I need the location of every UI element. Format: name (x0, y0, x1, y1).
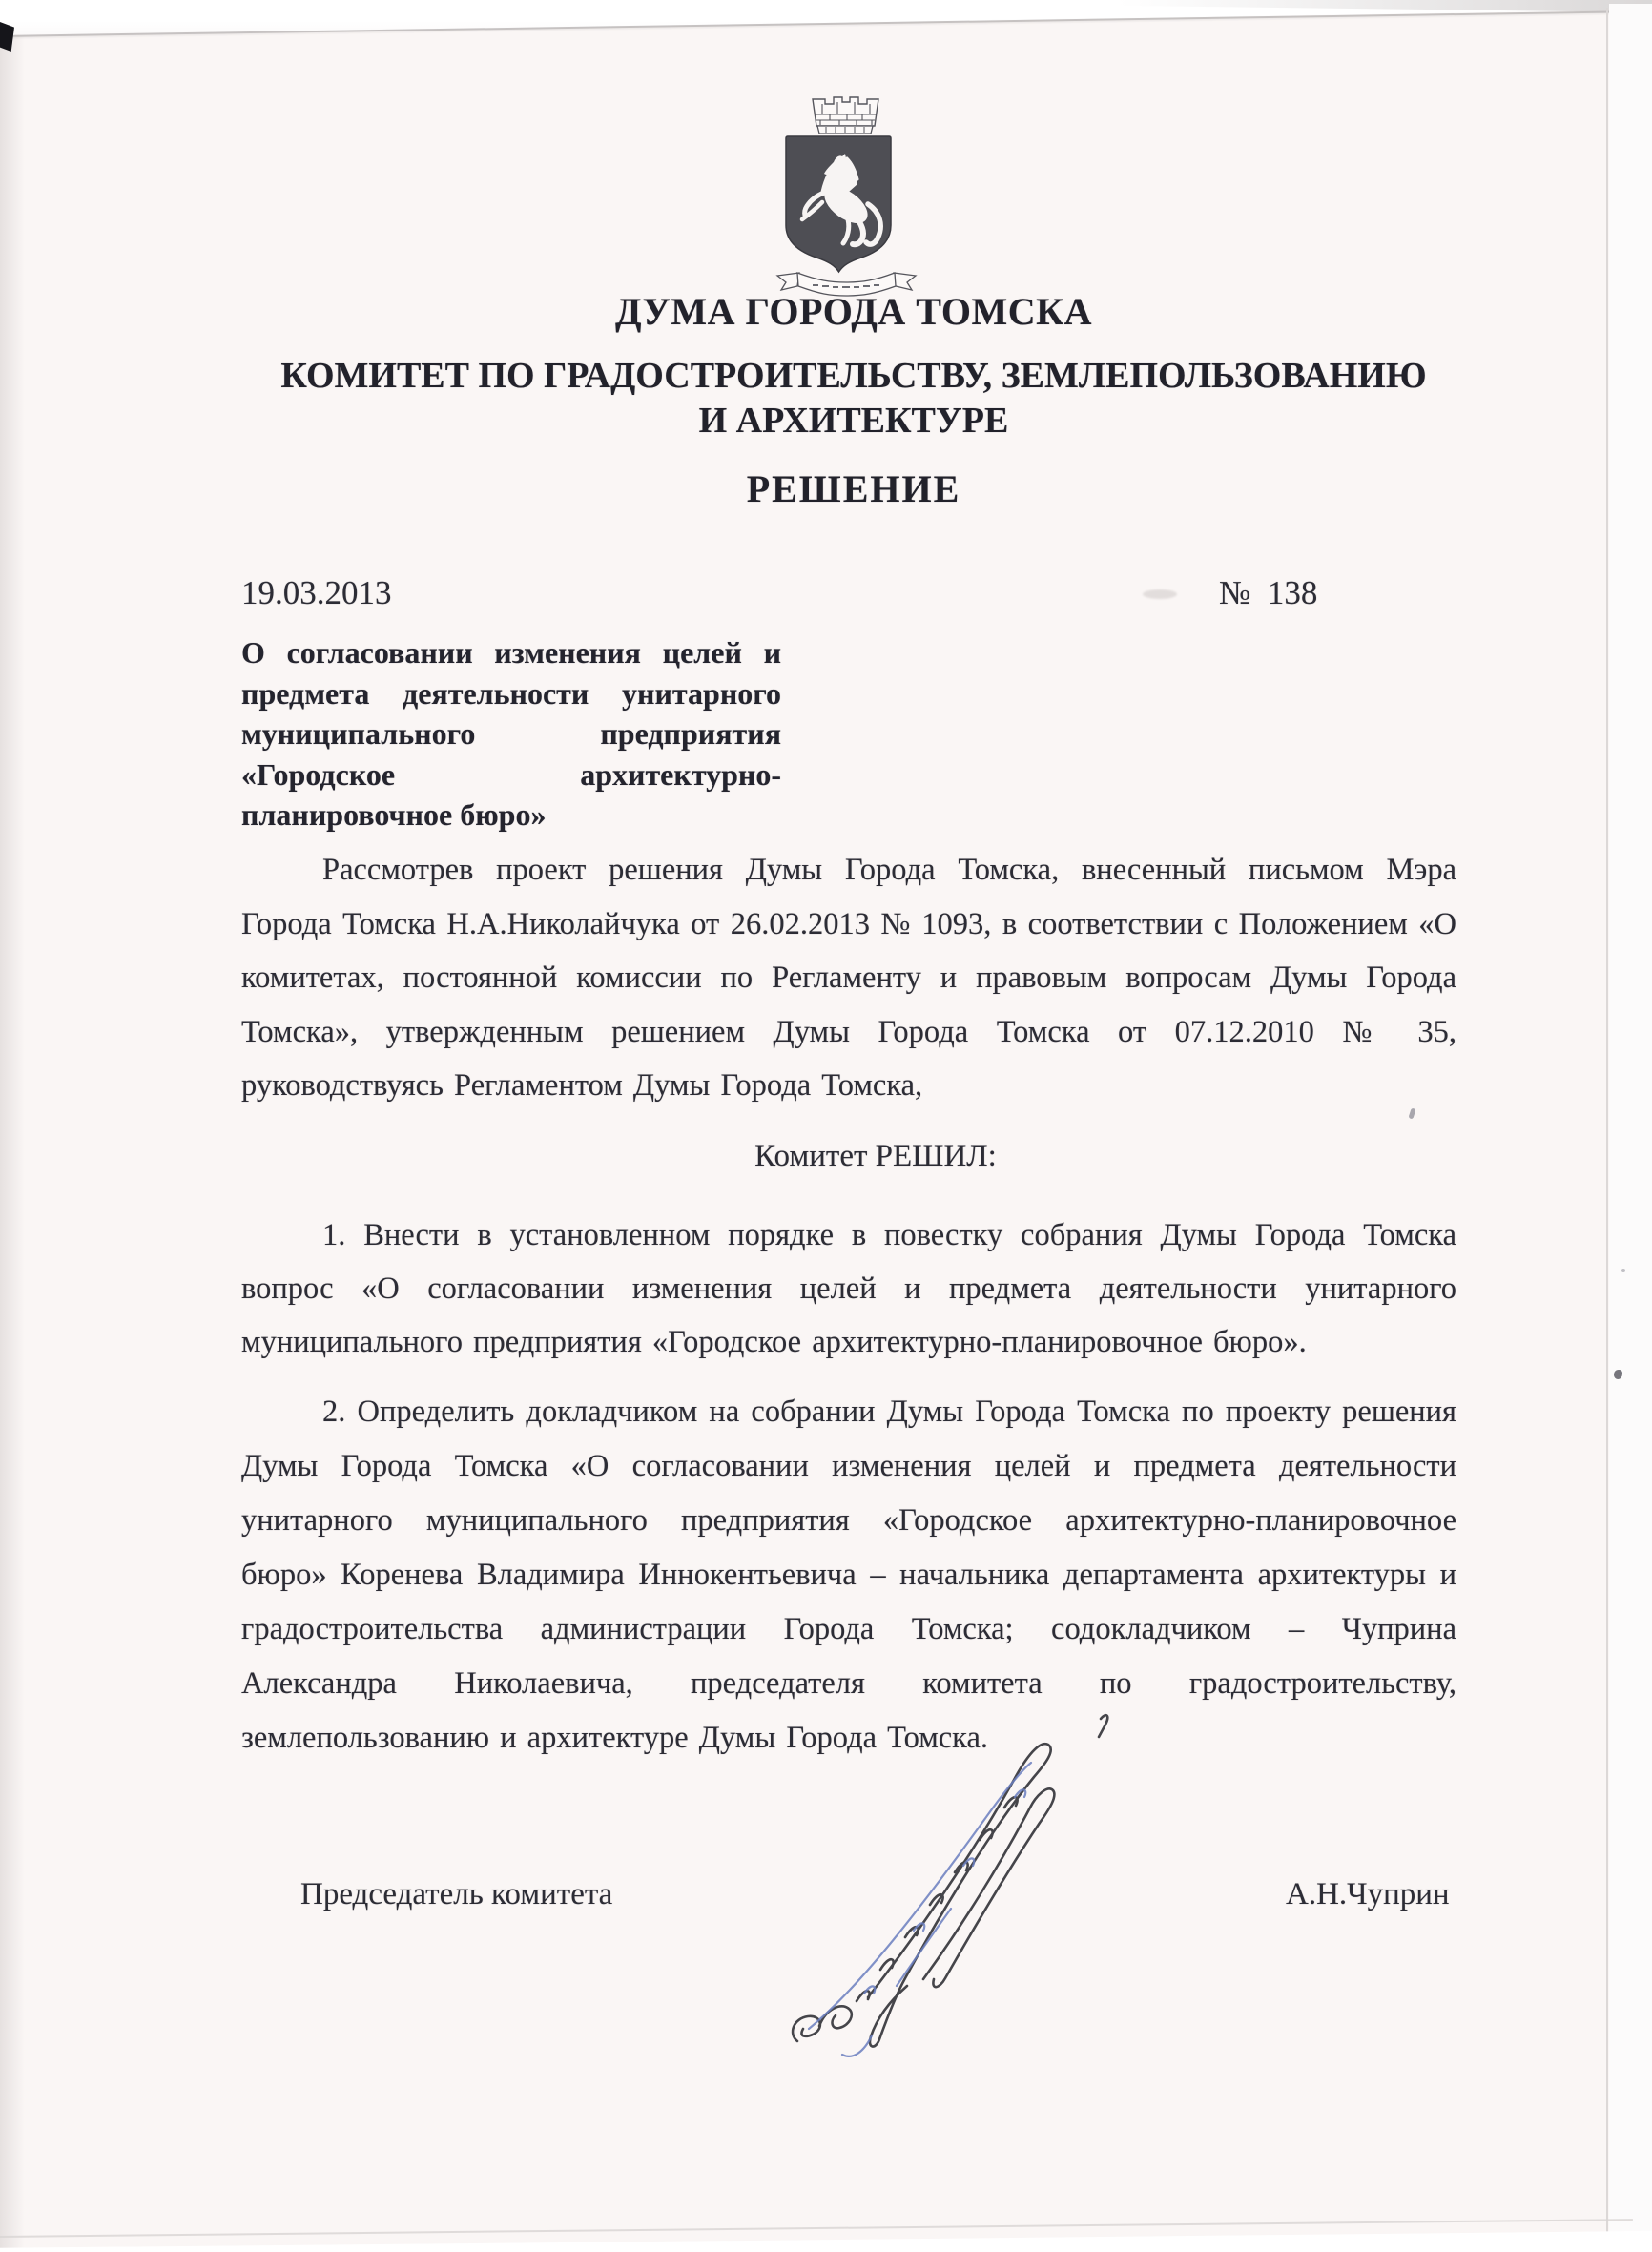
document-type: РЕШЕНИЕ (746, 467, 961, 510)
mural-crown-icon (813, 97, 878, 134)
signature-dark-stroke (793, 1715, 1107, 2046)
subject-line: предмета деятельности унитарного (241, 675, 781, 711)
subject-line: О согласовании изменения целей и (241, 635, 781, 670)
signer-title: Председатель комитета (300, 1877, 613, 1911)
handwritten-signature (780, 1663, 1124, 2074)
organization-name: ДУМА ГОРОДА ТОМСКА (614, 290, 1093, 333)
scan-right-edge-line (1606, 8, 1608, 2235)
scan-right-margin (1609, 4, 1652, 2252)
subject-line: муниципального предприятия (241, 716, 781, 751)
signer-name: А.Н.Чуприн (1286, 1877, 1450, 1911)
resolution-item-2: 2. Определить докладчиком на собрании Думы Города Томска по проекту решения Думы Города Томска «О согласовании изменения целей и предмета деятельности унитарного муниципального предприятия «Городское архитектурно-планировочное бюро» Коренева Владимира Иннокентьевича – начальника департамента архитектуры и градостроительства администрации Города Томска; содокладчиком – Чуприна Александра Николаевича, председателя комитета по градостроительству, землепользованию и архитектуре Думы Города Томска. (241, 1395, 1456, 1755)
subject-line: «Городское архитектурно- (241, 756, 781, 792)
scan-speck (1621, 1269, 1625, 1272)
document-number: № 138 (1219, 574, 1318, 611)
subject-line: планировочное бюро» (241, 797, 547, 832)
document-subject (241, 632, 781, 836)
resolution-heading: Комитет РЕШИЛ: (754, 1139, 997, 1173)
document-date: 19.03.2013 (241, 574, 392, 611)
committee-line-2: И АРХИТЕКТУРЕ (698, 401, 1009, 441)
tomsk-coat-of-arms-icon (763, 93, 925, 303)
scan-smudge (1143, 589, 1177, 599)
resolution-item-1: 1. Внести в установленном порядке в повестку собрания Думы Города Томска вопрос «О согласовании изменения целей и предмета деятельности унитарного муниципального предприятия «Городское архитектурно-планировочное бюро». (241, 1218, 1456, 1359)
preamble-paragraph: Рассмотрев проект решения Думы Города Томска, внесенный письмом Мэра Города Томска Н.А.Николайчука от 26.02.2013 № 1093, в соответствии с Положением «О комитетах, постоянной комиссии по Регламенту и правовым вопросам Думы Города Томска», утвержденным решением Думы Города Томска от 07.12.2010 № 35, руководствуясь Регламентом Думы Города Томска, (241, 853, 1456, 1103)
committee-line-1: КОМИТЕТ ПО ГРАДОСТРОИТЕЛЬСТВУ, ЗЕМЛЕПОЛЬЗОВАНИЮ (280, 356, 1427, 396)
committee-name (241, 354, 1466, 444)
scan-bottom-edge (0, 2212, 1652, 2252)
